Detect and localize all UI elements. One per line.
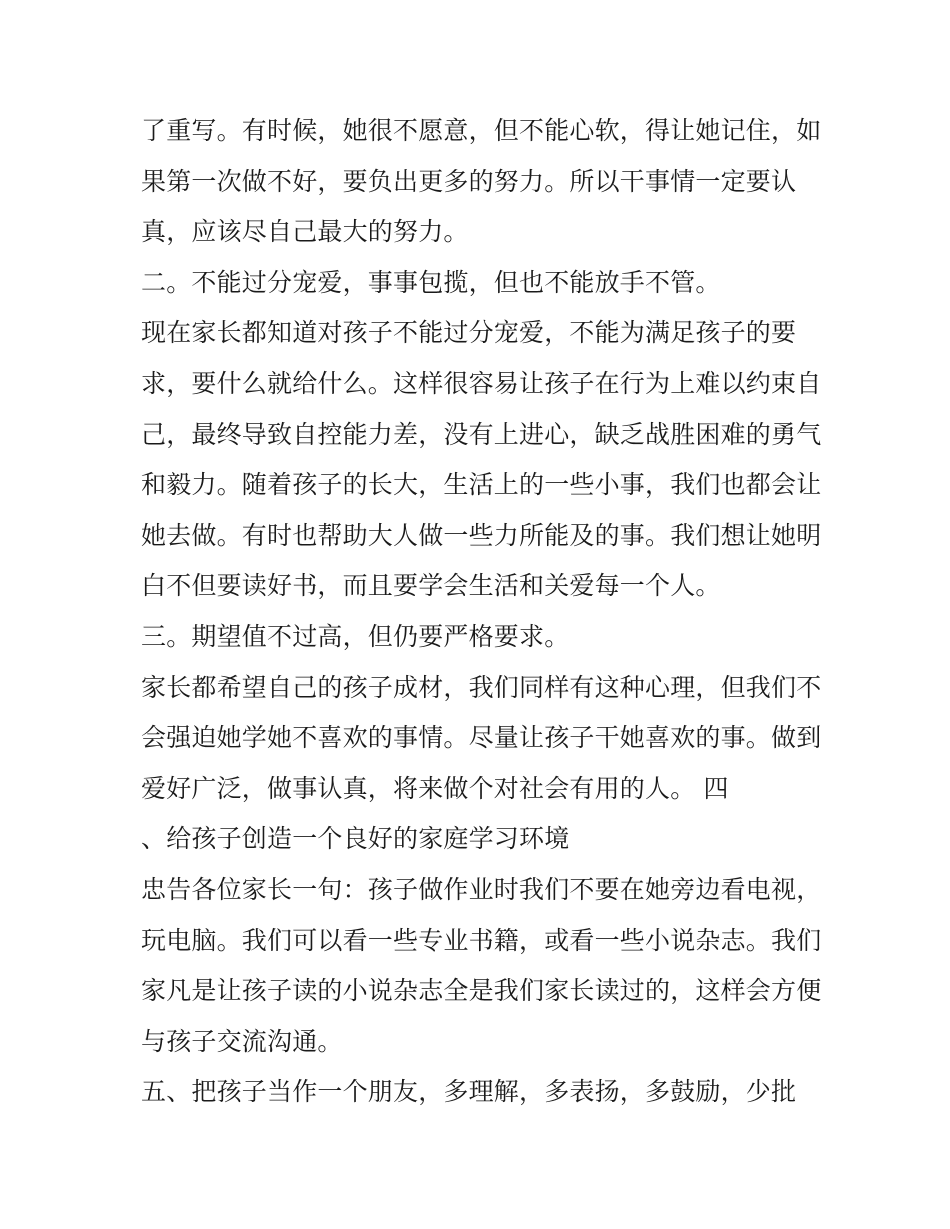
text-line: 和毅力。随着孩子的长大，生活上的一些小事，我们也都会让 [141,470,822,500]
document-body [141,109,821,1121]
text-line: 她去做。有时也帮助大人做一些力所能及的事。我们想让她明 [141,520,822,550]
text-line: 玩电脑。我们可以看一些专业书籍，或看一些小说杂志。我们 [141,925,822,955]
text-line: 白不但要读好书，而且要学会生活和关爱每一个人。 [141,571,721,601]
text-line: 己，最终导致自控能力差，没有上进心，缺乏战胜困难的勇气 [141,419,822,449]
text-line: 家长都希望自己的孩子成材，我们同样有这种心理，但我们不 [141,672,822,702]
text-line: 果第一次做不好，要负出更多的努力。所以干事情一定要认 [141,166,797,196]
text-line: 现在家长都知道对孩子不能过分宠爱，不能为满足孩子的要 [141,318,797,348]
text-line: 真，应该尽自己最大的努力。 [141,217,469,247]
text-line: 求，要什么就给什么。这样很容易让孩子在行为上难以约束自 [141,368,822,398]
section-heading-4: 、给孩子创造一个良好的家庭学习环境 [141,824,570,854]
text-line: 家凡是让孩子读的小说杂志全是我们家长读过的，这样会方便 [141,976,822,1006]
text-line: 了重写。有时候，她很不愿意，但不能心软，得让她记住，如 [141,116,822,145]
text-line: 与孩子交流沟通。 [141,1026,343,1056]
text-line: 会强迫她学她不喜欢的事情。尽量让孩子干她喜欢的事。做到 [141,723,822,753]
text-line: 爱好广泛，做事认真，将来做个对社会有用的人。 四 [141,773,729,803]
section-heading-2: 二。不能过分宠爱，事事包揽，但也不能放手不管。 [141,267,721,297]
section-heading-3: 三。期望值不过高，但仍要严格要求。 [141,621,570,651]
text-line: 忠告各位家长一句：孩子做作业时我们不要在她旁边看电视， [141,874,822,904]
section-heading-5: 五、把孩子当作一个朋友，多理解，多表扬，多鼓励，少批 [141,1077,797,1107]
